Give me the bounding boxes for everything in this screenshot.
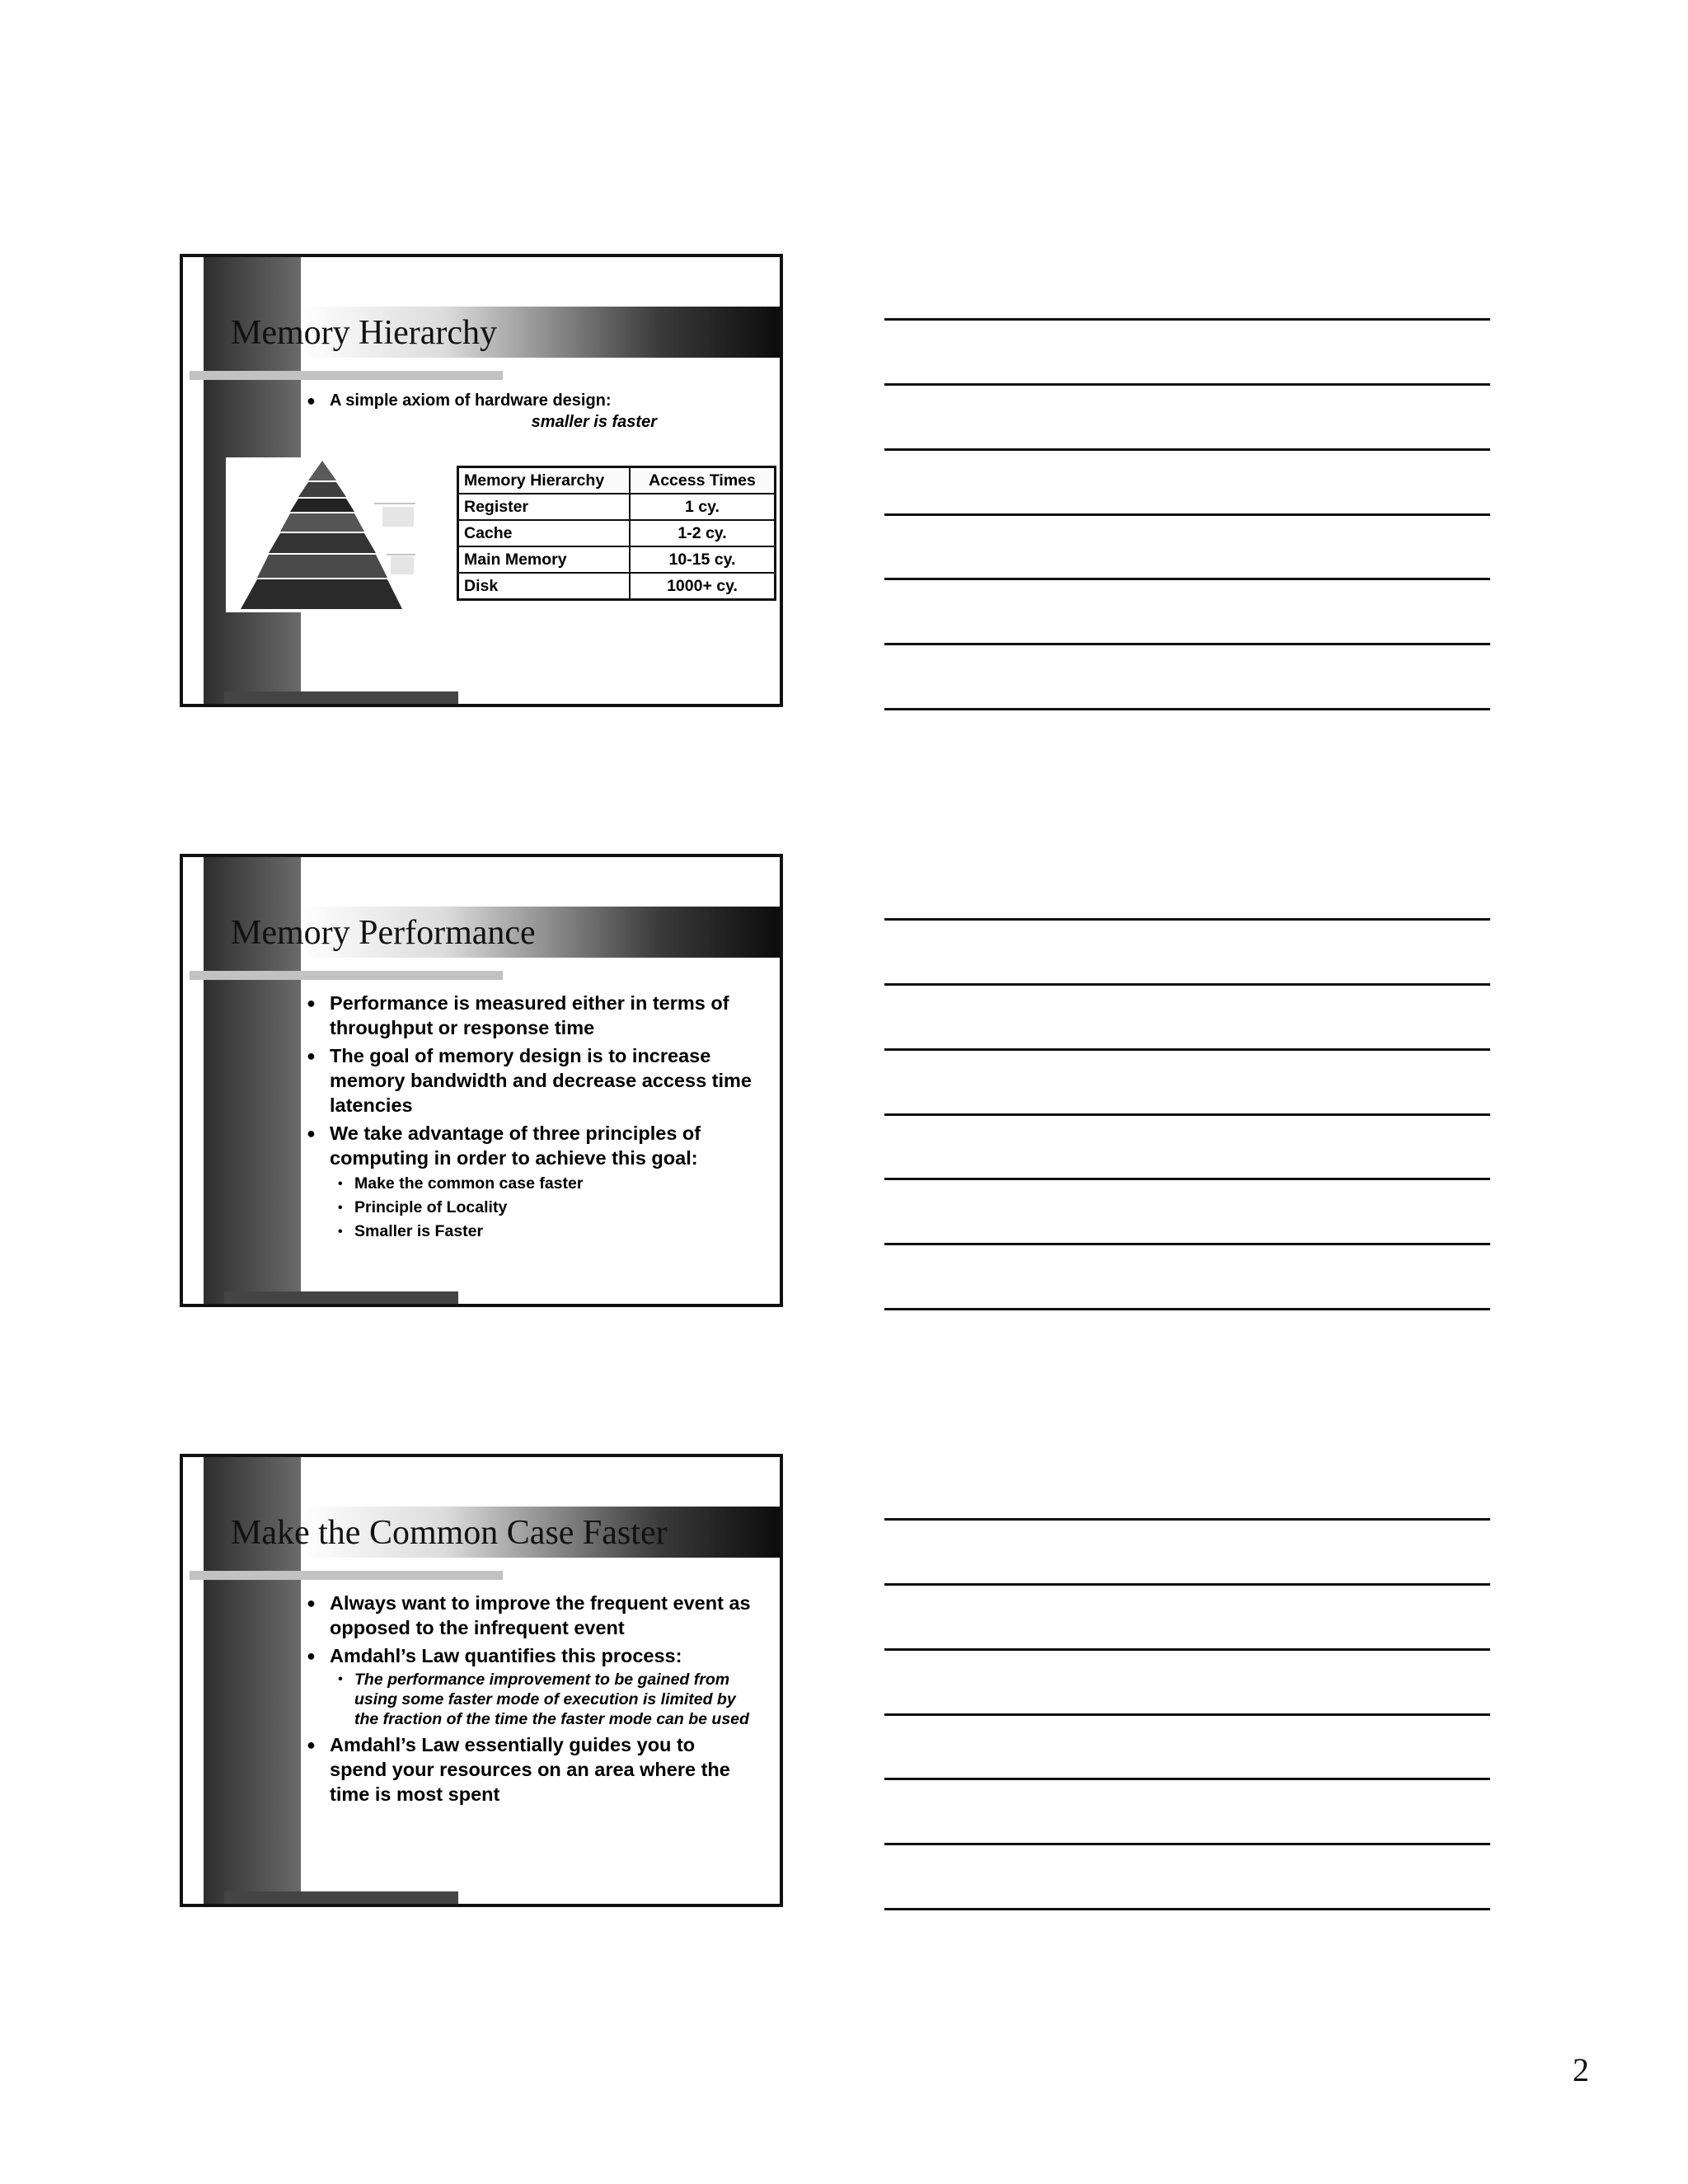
note-line [884,1648,1490,1651]
sub-bullet-text: Principle of Locality [354,1198,508,1216]
bullet-icon: ● [307,995,316,1011]
table-cell: Main Memory [458,546,631,573]
list-item [307,1643,752,1729]
sub-bullet-icon: • [338,1201,343,1215]
table-header-cell: Access Times [630,467,776,494]
slide-body [307,1591,752,1810]
slide-title: Memory Performance [231,914,536,952]
note-line [884,983,1490,986]
note-line [884,1113,1490,1116]
slide-footer-bar [224,691,458,704]
bullet-text: Amdahl’s Law quantifies this process: [330,1645,682,1666]
bullet-text: Performance is measured either in terms of throughput or response time [330,992,729,1038]
bullet-icon: ● [307,1595,316,1611]
slide-memory-hierarchy [180,254,783,707]
list-item [307,1591,752,1640]
slide-common-case-faster [180,1454,783,1907]
sub-bullet-text: Smaller is Faster [354,1222,484,1240]
note-line [884,1243,1490,1245]
note-line [884,1713,1490,1716]
slide-title-underline [190,971,503,980]
bullet-icon: ● [307,1047,316,1064]
bullet-text: Always want to improve the frequent event as opposed to the infrequent event [330,1592,751,1638]
bullet-icon: ● [307,392,316,409]
note-line [884,708,1490,710]
table-header-row [458,467,776,494]
note-line [884,1583,1490,1586]
note-line [884,318,1490,321]
table-cell: Register [458,494,631,520]
note-line [884,513,1490,516]
slide-title: Memory Hierarchy [231,314,498,352]
table-cell: 1 cy. [630,494,776,520]
note-line [884,1048,1490,1051]
bullet-icon: ● [307,1125,316,1141]
note-line [884,383,1490,386]
sub-bullet-icon: • [338,1672,343,1686]
axiom-text [307,391,752,435]
note-line [884,918,1490,921]
note-line [884,1908,1490,1910]
table-row [458,546,776,573]
table-cell: 10-15 cy. [630,546,776,573]
note-line [884,448,1490,451]
bullet-icon: ● [307,1647,316,1664]
table-cell: 1-2 cy. [630,520,776,546]
table-cell: Cache [458,520,631,546]
note-line [884,1518,1490,1521]
axiom-line1: A simple axiom of hardware design: [330,391,612,410]
bullet-text: The goal of memory design is to increase memory bandwidth and decrease access time latencies [330,1045,752,1116]
table-row [458,573,776,600]
sub-list-item [330,1220,752,1244]
sub-bullet-text: Make the common case faster [354,1174,584,1193]
table-cell: Disk [458,573,631,600]
note-line [884,1843,1490,1845]
page-number: 2 [1573,2051,1589,2088]
access-times-table [457,466,776,601]
sub-bullet-text: The performance improvement to be gained from using some faster mode of execution is limited by the fraction of the time the faster mode can be used [354,1671,749,1728]
note-line [884,578,1490,580]
table-header-cell: Memory Hierarchy [458,467,631,494]
list-item [307,991,752,1040]
bullet-text: Amdahl’s Law essentially guides you to spend your resources on an area where the time is most spent [330,1734,730,1805]
slide-footer-bar [224,1291,458,1304]
note-line [884,1778,1490,1780]
table-row [458,520,776,546]
axiom-line2: smaller is faster [531,413,657,431]
note-line [884,643,1490,645]
table-row [458,494,776,520]
list-item [307,1121,752,1244]
slide-memory-performance [180,854,783,1307]
bullet-icon: ● [307,1736,316,1753]
table-cell: 1000+ cy. [630,573,776,600]
slide-footer-bar [224,1891,458,1904]
list-item [307,1043,752,1118]
sub-bullet-icon: • [338,1225,343,1239]
slide-body [307,991,752,1247]
sub-list-item [330,1196,752,1220]
slide-title-underline [190,1571,503,1580]
sub-list-item [330,1670,752,1729]
memory-pyramid-image [226,457,415,612]
slide-title: Make the Common Case Faster [231,1514,668,1552]
note-line [884,1308,1490,1310]
slide-title-underline [190,371,503,380]
sub-list-item [330,1172,752,1196]
bullet-text: We take advantage of three principles of computing in order to achieve this goal: [330,1122,701,1169]
sub-bullet-icon: • [338,1177,343,1191]
note-line [884,1178,1490,1180]
list-item [307,1732,752,1807]
